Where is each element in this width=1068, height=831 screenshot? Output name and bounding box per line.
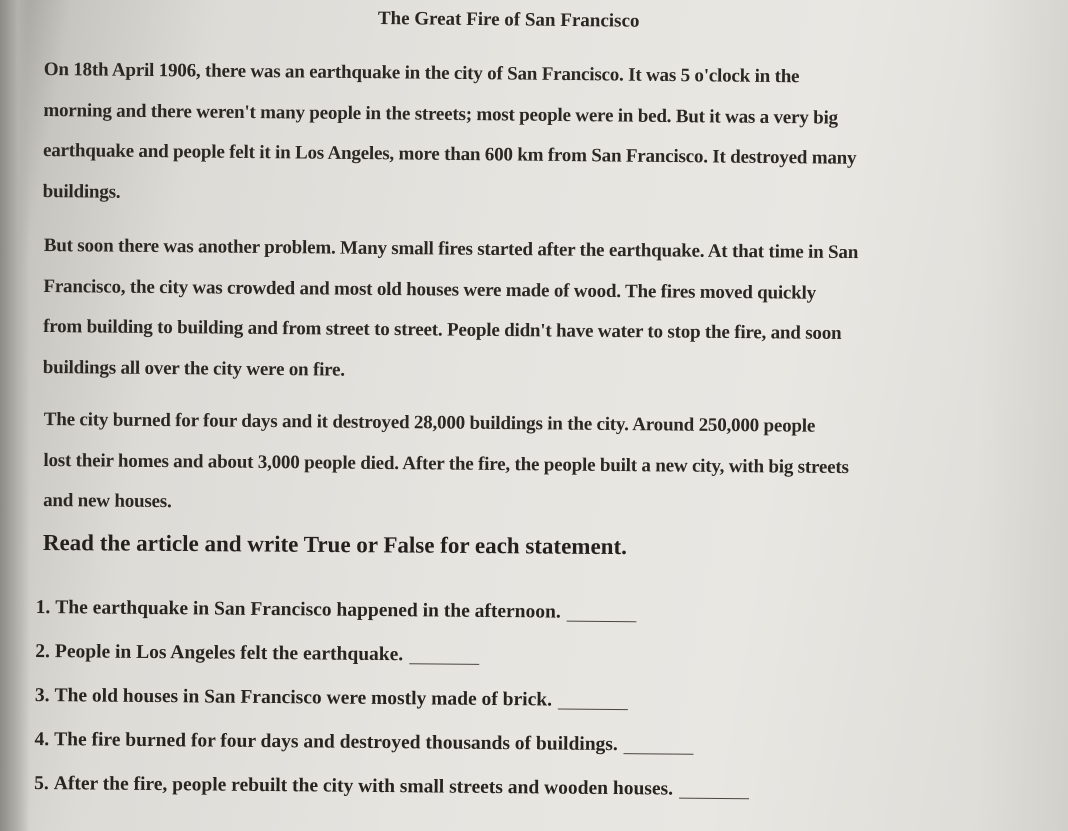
question-text: The fire burned for four days and destroyed thousands of buildings. — [54, 729, 618, 756]
question-item — [34, 707, 749, 757]
article-title: The Great Fire of San Francisco — [377, 8, 640, 32]
question-number: 4. — [34, 728, 50, 751]
question-number: 5. — [34, 772, 49, 795]
question-item — [36, 575, 751, 625]
paragraph-3 — [43, 400, 1028, 530]
question-text: People in Los Angeles felt the earthquake. — [54, 641, 404, 666]
paragraph-line: Francisco, the city was crowded and most old houses were made of wood. The fires moved quickly — [43, 275, 817, 304]
answer-blank[interactable] — [624, 752, 694, 755]
answer-blank[interactable] — [567, 620, 637, 623]
paragraph-1 — [42, 50, 1028, 221]
question-text: After the fire, people rebuilt the city with small streets and wooden houses. — [53, 773, 674, 800]
page-shadow-edge — [0, 0, 30, 831]
paragraph-line: lost their homes and about 3,000 people died. After the fire, the people built a new city, with big streets — [43, 449, 849, 478]
question-item — [35, 619, 750, 669]
question-text: The earthquake in San Francisco happened in the afternoon. — [55, 597, 561, 623]
paragraph-line: buildings. — [42, 180, 121, 203]
answer-blank[interactable] — [409, 662, 479, 665]
paragraph-line: morning and there weren't many people in the streets; most people were in bed. But it was a very big — [43, 99, 838, 129]
paragraph-line: On 18th April 1906, there was an earthquake in the city of San Francisco. It was 5 o'clock in the — [43, 58, 800, 88]
question-number: 3. — [34, 684, 50, 707]
paragraph-line: earthquake and people felt it in Los Angeles, more than 600 km from San Francisco. It destroyed many — [42, 139, 857, 169]
question-item — [34, 751, 749, 801]
answer-blank[interactable] — [558, 708, 628, 711]
question-text: The old houses in San Francisco were mostly made of brick. — [54, 685, 553, 711]
paragraph-line: from building to building and from street to street. People didn't have water to stop the fire, and soon — [43, 315, 842, 344]
paragraph-2 — [43, 226, 1028, 397]
paragraph-line: and new houses. — [43, 489, 172, 513]
question-number: 1. — [35, 596, 51, 619]
paragraph-line: But soon there was another problem. Many small fires started after the earthquake. At that time in San — [43, 234, 859, 264]
paragraph-line: buildings all over the city were on fire. — [42, 356, 345, 381]
question-item — [35, 663, 750, 713]
exercise-instruction: Read the article and write True or False for each statement. — [42, 530, 628, 560]
question-list — [34, 575, 751, 801]
paragraph-line: The city burned for four days and it destroyed 28,000 buildings in the city. Around 250,000 people — [43, 408, 816, 437]
question-number: 2. — [35, 640, 51, 663]
answer-blank[interactable] — [679, 797, 749, 800]
